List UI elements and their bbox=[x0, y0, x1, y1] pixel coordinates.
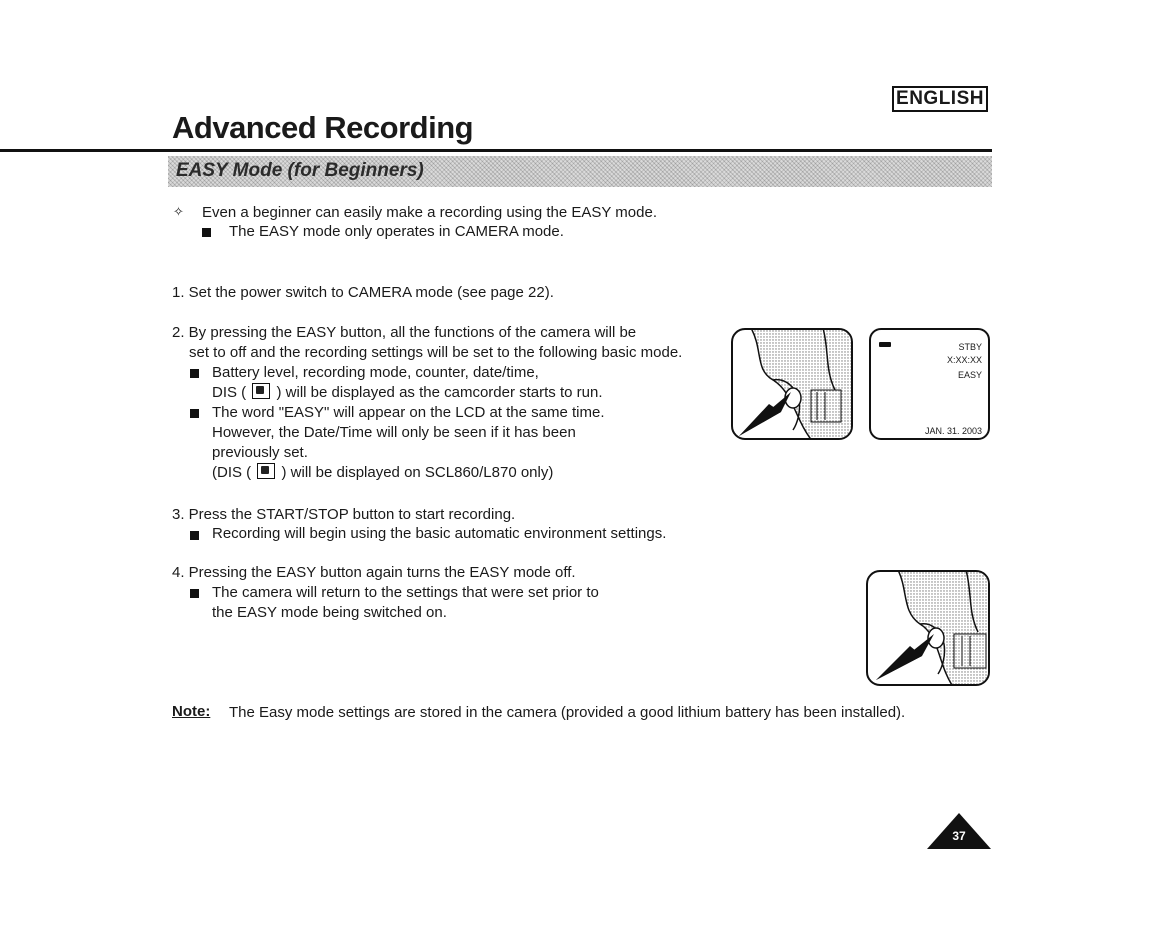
note-text: The Easy mode settings are stored in the camera (provided a good lithium battery has been installed). bbox=[229, 704, 906, 721]
step-2-bullet-2-line-1: The word "EASY" will appear on the LCD at the same time. bbox=[212, 404, 605, 421]
square-bullet-icon bbox=[190, 531, 199, 540]
step-3: 3. Press the START/STOP button to start recording. bbox=[172, 506, 516, 523]
section-header-bar bbox=[168, 156, 992, 187]
dis-note-suffix: ) will be displayed on SCL860/L870 only) bbox=[281, 464, 554, 481]
intro-text: Even a beginner can easily make a recording using the EASY mode. bbox=[202, 204, 657, 221]
step-2-bullet-1-line-2 bbox=[212, 383, 603, 403]
dis-note-prefix: (DIS ( bbox=[212, 464, 252, 481]
step-2-line-1: 2. By pressing the EASY button, all the functions of the camera will be bbox=[172, 324, 637, 341]
square-bullet-icon bbox=[190, 409, 199, 418]
lcd-display bbox=[869, 328, 990, 440]
page-title: Advanced Recording bbox=[172, 110, 474, 145]
step-2-bullet-2-line-4 bbox=[212, 463, 553, 483]
step-4-bullet-line-1: The camera will return to the settings that were set prior to bbox=[212, 584, 599, 601]
lcd-date: JAN. 31. 2003 bbox=[924, 426, 982, 436]
battery-icon bbox=[879, 342, 891, 347]
dis-icon bbox=[257, 463, 275, 479]
step-3-bullet: Recording will begin using the basic automatic environment settings. bbox=[212, 525, 667, 542]
page-number-marker bbox=[927, 813, 991, 849]
camcorder-easy-off-illustration bbox=[866, 570, 990, 686]
lcd-counter: X:XX:XX bbox=[946, 355, 982, 365]
square-bullet-icon bbox=[190, 369, 199, 378]
note-label: Note: bbox=[172, 703, 211, 720]
dis-suffix: ) will be displayed as the camcorder starts to run. bbox=[276, 384, 603, 401]
camcorder-easy-off-drawing bbox=[868, 572, 990, 686]
dis-prefix: DIS ( bbox=[212, 384, 247, 401]
square-bullet-icon bbox=[190, 589, 199, 598]
square-bullet-icon bbox=[202, 228, 211, 237]
step-2-bullet-2-line-2: However, the Date/Time will only be seen if it has been bbox=[212, 424, 576, 441]
step-4-bullet-line-2: the EASY mode being switched on. bbox=[212, 604, 447, 621]
camcorder-easy-button-drawing bbox=[733, 330, 853, 440]
dis-icon bbox=[252, 383, 270, 399]
page-number: 37 bbox=[952, 829, 966, 843]
step-4: 4. Pressing the EASY button again turns the EASY mode off. bbox=[172, 564, 576, 581]
section-title: EASY Mode (for Beginners) bbox=[176, 160, 424, 181]
lcd-easy-indicator: EASY bbox=[957, 370, 982, 380]
diamond-bullet-icon: ✧ bbox=[173, 204, 184, 219]
language-badge: ENGLISH bbox=[892, 86, 988, 112]
lcd-status: STBY bbox=[958, 342, 982, 352]
step-2-bullet-1-line-1: Battery level, recording mode, counter, date/time, bbox=[212, 364, 539, 381]
camcorder-easy-button-illustration bbox=[731, 328, 853, 440]
step-1: 1. Set the power switch to CAMERA mode (see page 22). bbox=[172, 284, 554, 301]
step-2-line-2: set to off and the recording settings will be set to the following basic mode. bbox=[189, 344, 683, 361]
intro-subtext: The EASY mode only operates in CAMERA mode. bbox=[229, 223, 564, 240]
title-divider bbox=[0, 149, 992, 152]
step-2-bullet-2-line-3: previously set. bbox=[212, 444, 308, 461]
